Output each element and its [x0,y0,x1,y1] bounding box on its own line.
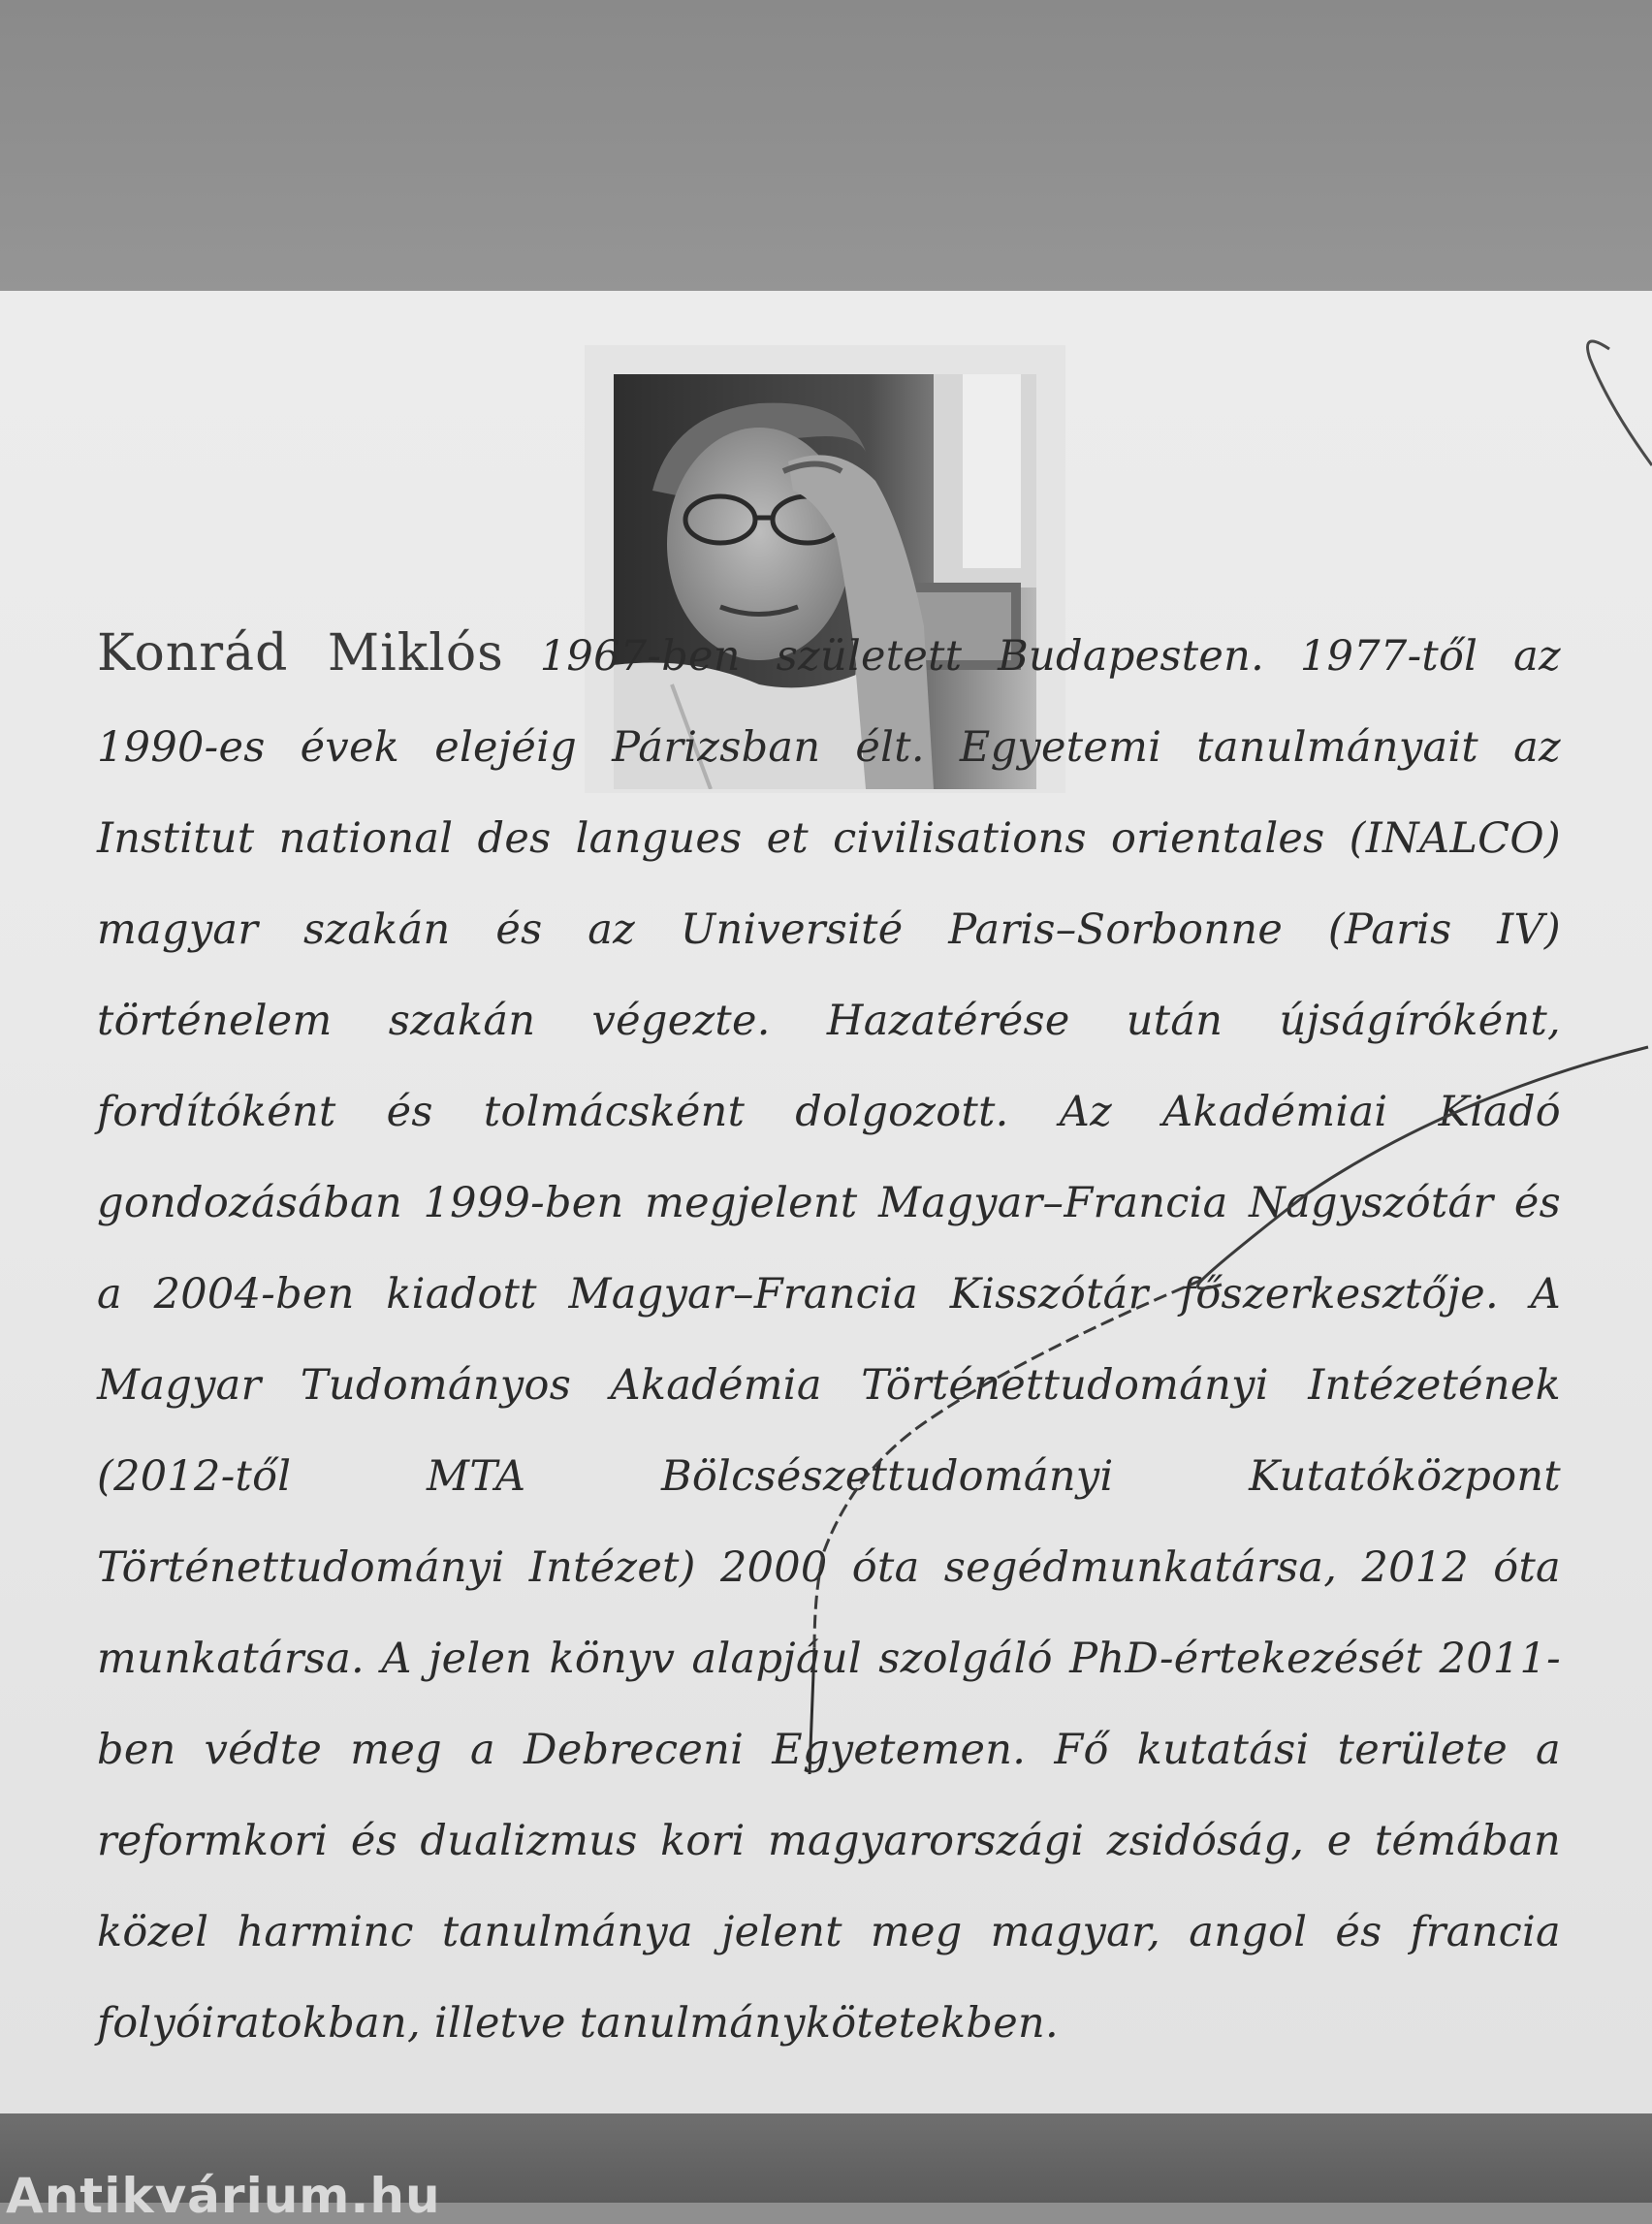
author-biography [97,609,1561,2068]
top-gray-band [0,0,1652,291]
site-watermark: Antikvárium.hu [6,2168,441,2224]
author-name: Konrád Miklós [97,624,504,683]
biography-text: 1967-ben született Budapesten. 1977-től az 1990-es évek elejéig Párizsban élt. Egyetemi tanulmányait az Institut national des langues et civilisations orientales (INALCO) magyar szakán és az Université Paris–Sorbonne (Paris IV) történelem szakán végezte. Hazatérése után újságíróként, fordítóként és tolmácsként dolgozott. Az Akadémiai Kiadó gondozásában 1999-ben megjelent Magyar–Francia Nagyszótár és a 2004-ben kiadott Magyar–Francia Kisszótár főszerkesztője. A Magyar Tudományos Akadémia Történettudományi Intézetének (2012-től MTA Bölcsészettudományi Kutatóközpont Történettudományi Intézet) 2000 óta segédmunkatársa, 2012 óta munkatársa. A jelen könyv alapjául szolgáló PhD-értekezését 2011-ben védte meg a Debreceni Egyetemen. Fő kutatási területe a reformkori és dualizmus kori magyarországi zsidóság, e témában közel harminc tanulmánya jelent meg magyar, angol és francia folyóiratokban, illetve tanulmánykötetekben. [97,632,1561,2048]
